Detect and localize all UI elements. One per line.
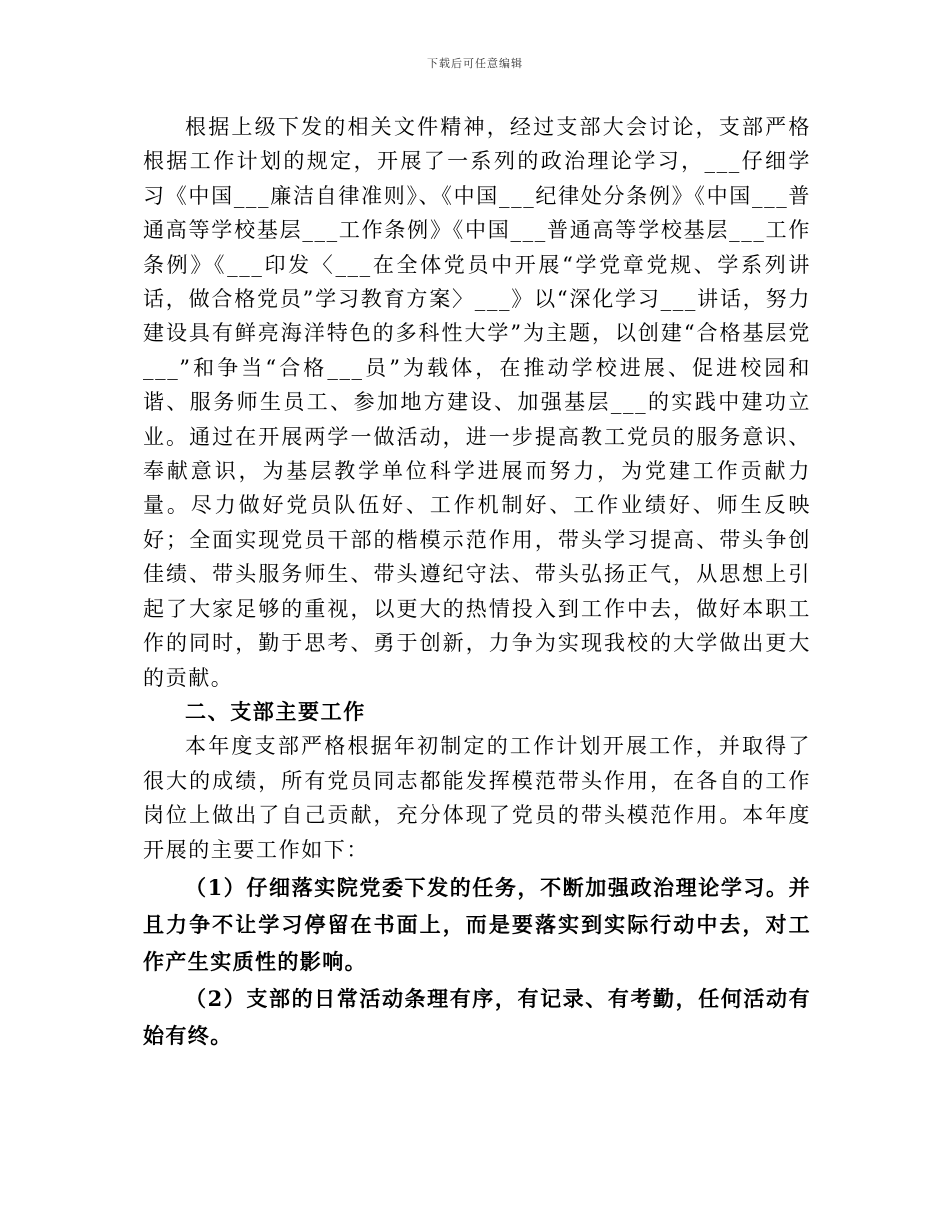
- section-heading: 二、支部主要工作: [185, 698, 366, 724]
- list-item-1: （1）仔细落实院党委下发的任务，不断加强政治理论学习。并且力争不让学习停留在书面上，而是要落实到实际行动中去，对工作产生实质性的影响。: [143, 874, 811, 974]
- page-header: 下载后可任意编辑: [427, 57, 523, 70]
- document-body: [143, 110, 811, 1054]
- paragraph-intro: 根据上级下发的相关文件精神，经过支部大会讨论，支部严格根据工作计划的规定，开展了一系列的政治理论学习，___仔细学习《中国___廉洁自律准则》、《中国___纪律处分条例》《中国___普通高等学校基层___工作条例》《中国___普通高等学校基层___工作条例》《___印发〈___在全体党员中开展“学党章党规、学系列讲话，做合格党员”学习教育方案〉___》以“深化学习___讲话，努力建设具有鲜亮海洋特色的多科性大学”为主题，以创建“合格基层党___”和争当“合格___员”为载体，在推动学校进展、促进校园和谐、服务师生员工、参加地方建设、加强基层___的实践中建功立业。通过在开展两学一做活动，进一步提高教工党员的服务意识、奉献意识，为基层教学单位科学进展而努力，为党建工作贡献力量。尽力做好党员队伍好、工作机制好、工作业绩好、师生反映好；全面实现党员干部的楷模示范作用，带头学习提高、带头争创佳绩、带头服务师生、带头遵纪守法、带头弘扬正气，从思想上引起了大家足够的重视，以更大的热情投入到工作中去，做好本职工作的同时，勤于思考、勇于创新，力争为实现我校的大学做出更大的贡献。: [143, 115, 811, 690]
- paragraph-main-work: 本年度支部严格根据年初制定的工作计划开展工作，并取得了很大的成绩，所有党员同志都能发挥模范带头作用，在各自的工作岗位上做出了自己贡献，充分体现了党员的带头模范作用。本年度开展的主要工作如下：: [143, 734, 811, 862]
- list-item-2: （2）支部的日常活动条理有序，有记录、有考勤，任何活动有始有终。: [143, 985, 811, 1048]
